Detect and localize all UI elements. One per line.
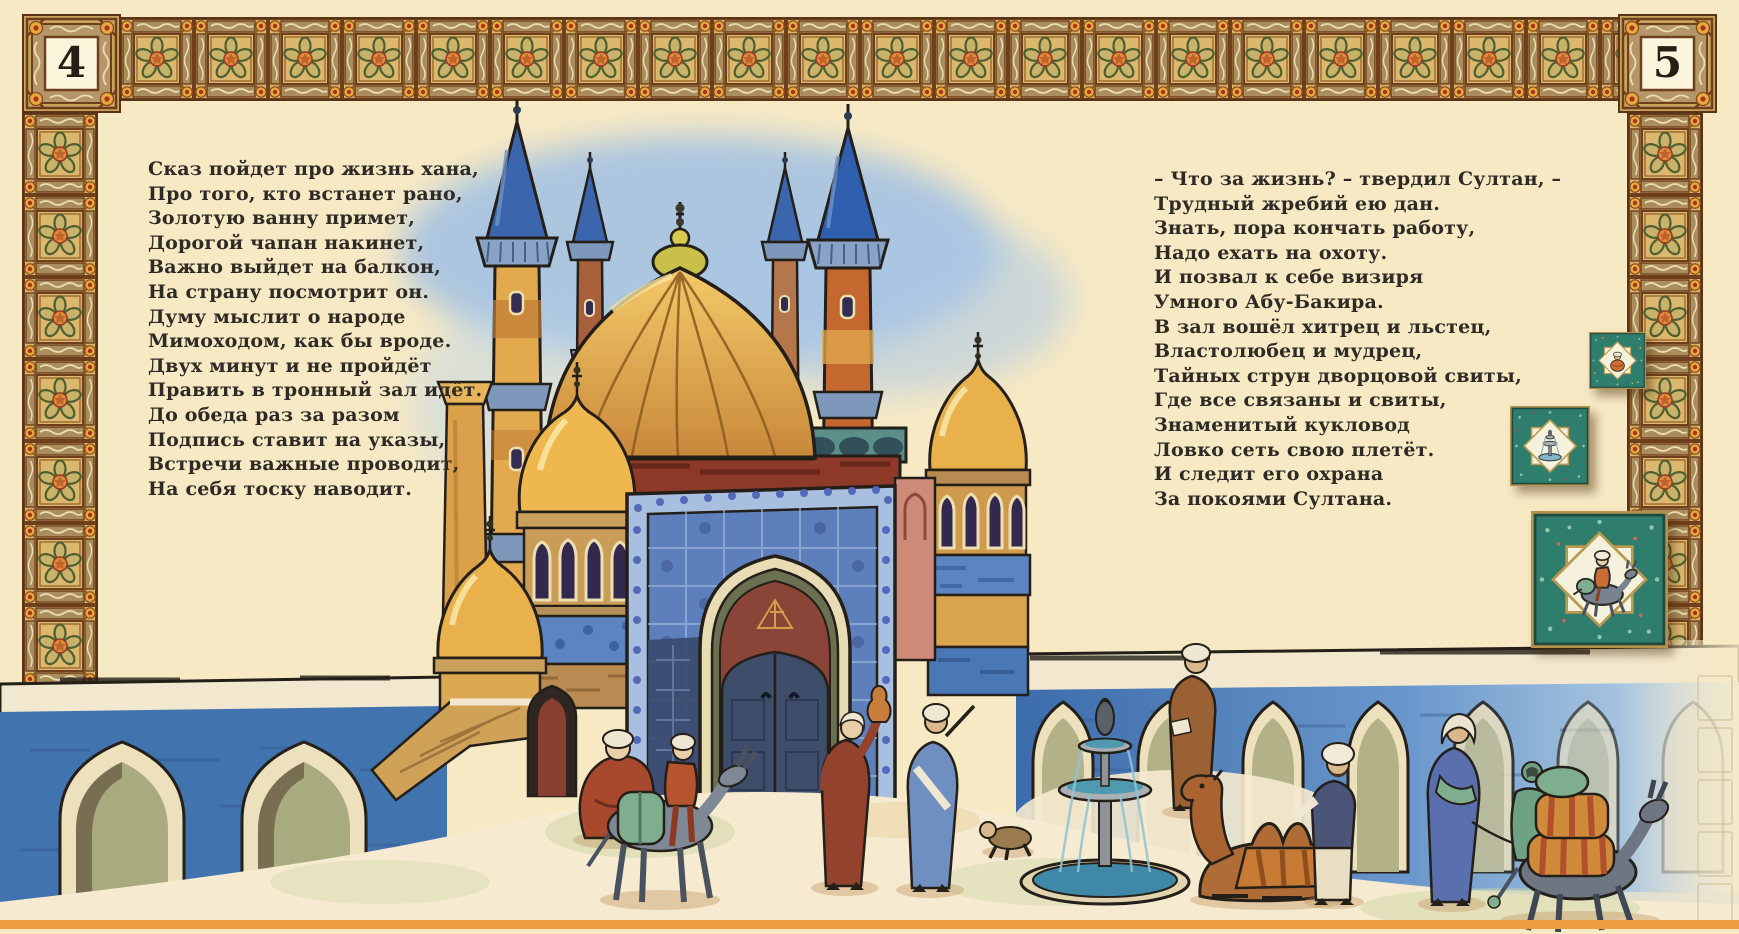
poem-line: – Что за жизнь? – твердил Султан, – [1154, 168, 1562, 190]
poem-line: Знать, пора кончать работу, [1154, 217, 1476, 240]
poem-line: Мимоходом, как бы вроде. [148, 330, 452, 353]
poem-line: Властолюбец и мудрец, [1154, 340, 1423, 363]
poem-line: Умного Абу-Бакира. [1154, 290, 1384, 313]
poem-line: Знаменитый кукловод [1154, 413, 1411, 436]
poem-line: Трудный жребий ею дан. [1154, 192, 1441, 215]
poem-line: Тайных струн дворцовой свиты, [1154, 364, 1522, 387]
poem-line: На себя тоску наводит. [148, 477, 413, 500]
bottom-rule [0, 920, 1739, 929]
poem-line: И следит его охрана [1154, 463, 1384, 486]
poem-line: Золотую ванну примет, [148, 207, 416, 230]
page-number-box-left [22, 14, 121, 113]
poem-line: Думу мыслит о народе [148, 305, 406, 328]
poem-line: Подпись ставит на указы, [148, 428, 446, 451]
poem-line: И позвал к себе визиря [1154, 266, 1424, 289]
donkey-rider-tile [1531, 511, 1668, 648]
seated-person-icon [1589, 332, 1646, 389]
poem-line: Сказ пойдет про жизнь хана, [148, 158, 479, 180]
poem-line: Дорогой чапан накинет, [148, 231, 425, 254]
poem-line: Двух минут и не пройдёт [148, 354, 432, 377]
poem-line: На страну посмотрит он. [148, 280, 430, 303]
page-number-right: 5 [1652, 38, 1683, 87]
poem-line: Надо ехать на охоту. [1154, 241, 1388, 264]
side-doorway [528, 686, 576, 796]
page-number-left: 4 [56, 38, 87, 87]
poem-line: Встречи важные проводит, [148, 453, 460, 476]
poem-line: Где все связаны и свиты, [1154, 389, 1447, 412]
poem-line: Про того, кто встанет рано, [148, 182, 463, 205]
poem-line: Править в тронный зал идёт. [148, 379, 483, 402]
poem-line: Важно выйдет на балкон, [148, 256, 441, 279]
pink-side-tower [895, 478, 935, 660]
seated-person-tile [1589, 332, 1646, 389]
poem-line: Ловко сеть свою плетёт. [1154, 438, 1435, 461]
poem-left-page [148, 157, 482, 501]
poem-line: До обеда раз за разом [148, 403, 400, 426]
poem-line: За покоями Султана. [1154, 487, 1393, 510]
donkey-rider-icon [1531, 511, 1668, 648]
poem-line: В зал вошёл хитрец и льстец, [1154, 315, 1492, 338]
poem-right-page [1154, 167, 1561, 511]
page-number-box-right [1618, 14, 1717, 113]
